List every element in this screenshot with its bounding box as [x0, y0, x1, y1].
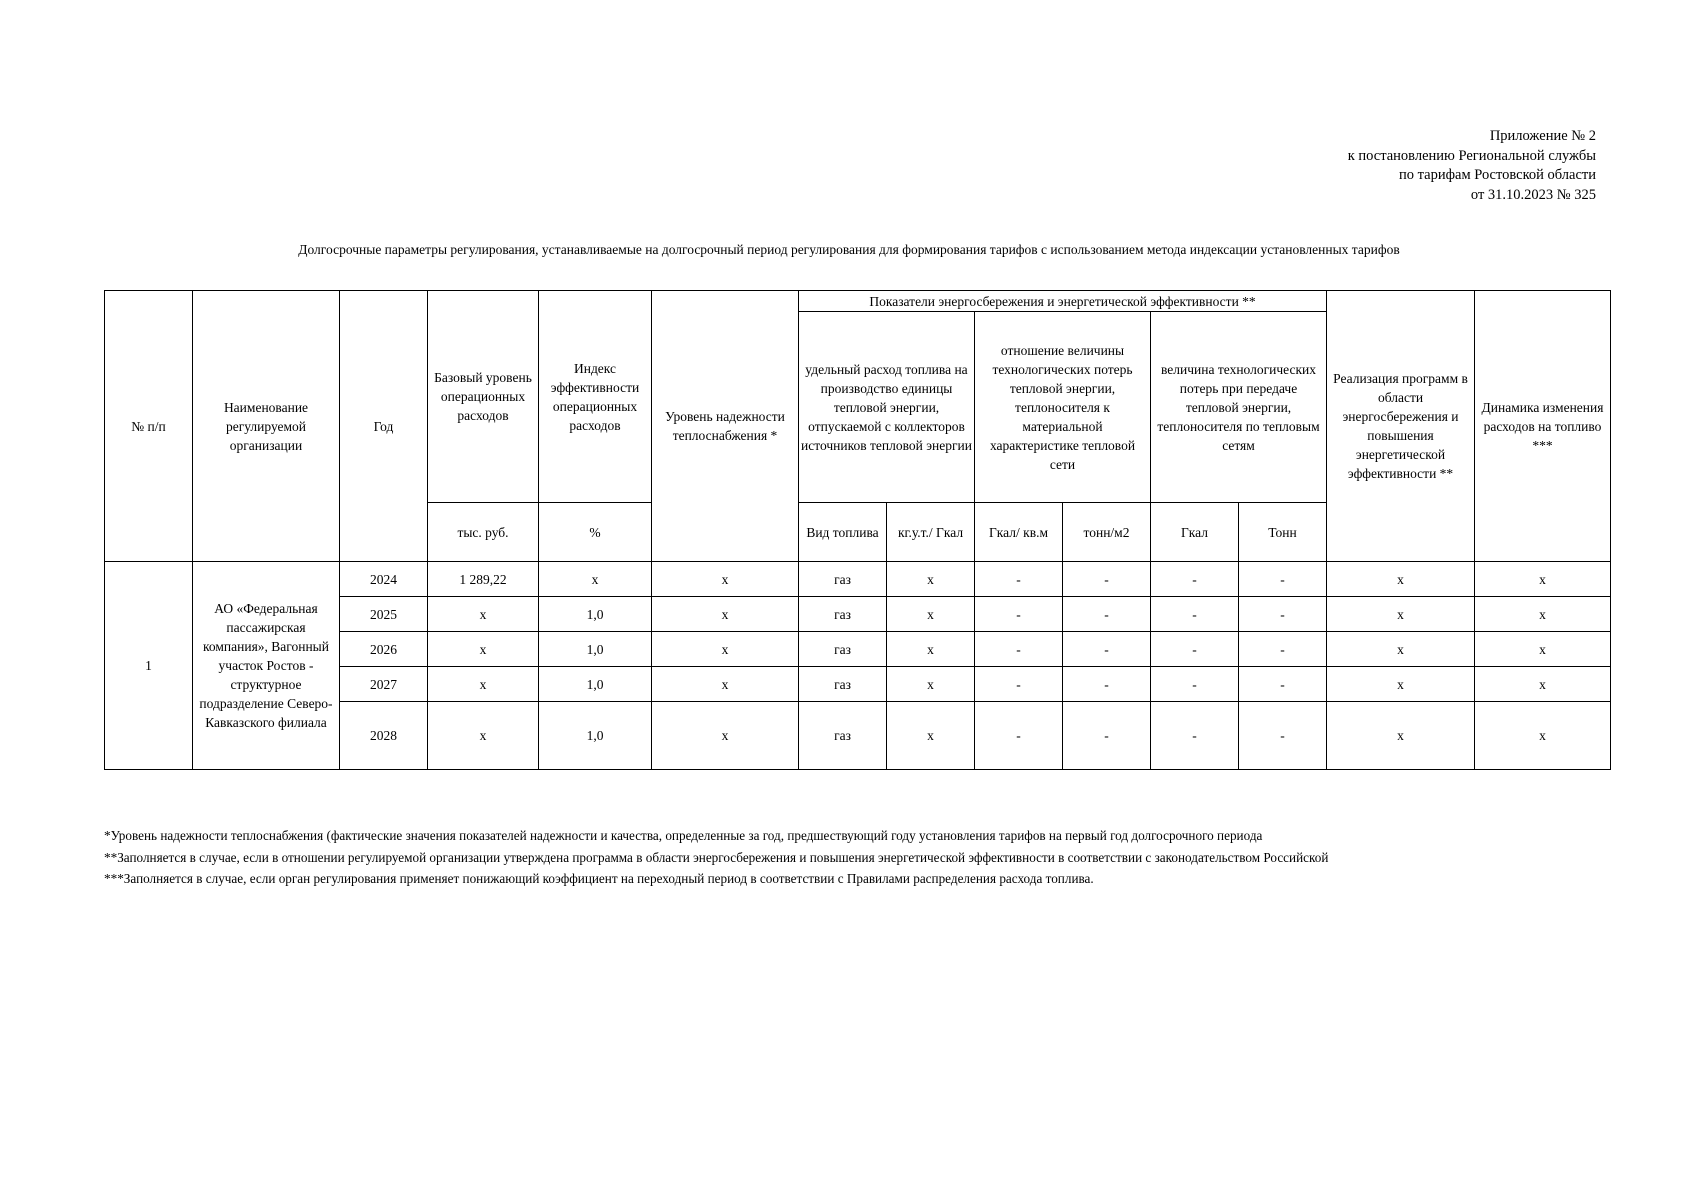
cell-loss-value-gcal: - [1151, 597, 1239, 632]
cell-fuel-rate: х [887, 667, 975, 702]
header-loss-ratio: отношение величины технологических потерь тепловой энергии, теплоносителя к материальной характеристике тепловой сети [975, 312, 1151, 503]
cell-organization: АО «Федеральная пассажирская компания», Вагонный участок Ростов - структурное подразделение Северо-Кавказского филиала [193, 562, 340, 770]
cell-reliability: х [652, 597, 799, 632]
cell-programs: х [1327, 632, 1475, 667]
cell-base-level: 1 289,22 [428, 562, 539, 597]
cell-reliability: х [652, 632, 799, 667]
header-loss-value: величина технологических потерь при передаче тепловой энергии, теплоносителя по тепловым сетям [1151, 312, 1327, 503]
cell-base-level: х [428, 597, 539, 632]
cell-year: 2024 [340, 562, 428, 597]
header-year: Год [340, 291, 428, 562]
cell-programs: х [1327, 702, 1475, 770]
cell-year: 2026 [340, 632, 428, 667]
appendix-line-4: от 31.10.2023 № 325 [1470, 186, 1596, 203]
cell-loss-ratio-ton: - [1063, 667, 1151, 702]
header-fuel-dynamics: Динамика изменения расходов на топливо *** [1475, 291, 1611, 562]
header-programs: Реализация программ в области энергосбережения и повышения энергетической эффективности ** [1327, 291, 1475, 562]
cell-loss-value-ton: - [1239, 597, 1327, 632]
cell-loss-value-ton: - [1239, 702, 1327, 770]
cell-fuel-dynamics: х [1475, 702, 1611, 770]
cell-loss-value-gcal: - [1151, 667, 1239, 702]
cell-programs: х [1327, 562, 1475, 597]
unit-loss-ratio-gcal: Гкал/ кв.м [975, 503, 1063, 562]
regulation-parameters-table [104, 290, 1611, 770]
header-base-level: Базовый уровень операционных расходов [428, 291, 539, 503]
cell-fuel-dynamics: х [1475, 632, 1611, 667]
unit-loss-ratio-ton: тонн/м2 [1063, 503, 1151, 562]
document-title: Долгосрочные параметры регулирования, устанавливаемые на долгосрочный период регулирования для формирования тарифов с использованием метода индексации установленных тарифов [298, 242, 1400, 257]
appendix-header [1348, 127, 1596, 205]
cell-efficiency-index: 1,0 [539, 702, 652, 770]
header-row-1 [105, 291, 1611, 312]
cell-num: 1 [105, 562, 193, 770]
cell-loss-ratio-ton: - [1063, 632, 1151, 667]
cell-fuel-dynamics: х [1475, 562, 1611, 597]
cell-fuel-dynamics: х [1475, 597, 1611, 632]
header-num: № п/п [105, 291, 193, 562]
cell-loss-ratio-gcal: - [975, 562, 1063, 597]
unit-fuel-type: Вид топлива [799, 503, 887, 562]
cell-efficiency-index: 1,0 [539, 597, 652, 632]
table-body [105, 291, 1611, 770]
header-org: Наименование регулируемой организации [193, 291, 340, 562]
cell-reliability: х [652, 562, 799, 597]
cell-base-level: х [428, 667, 539, 702]
cell-fuel-dynamics: х [1475, 667, 1611, 702]
cell-fuel-type: газ [799, 597, 887, 632]
cell-reliability: х [652, 702, 799, 770]
cell-fuel-rate: х [887, 562, 975, 597]
cell-loss-value-gcal: - [1151, 632, 1239, 667]
cell-fuel-rate: х [887, 597, 975, 632]
footnote-1: *Уровень надежности теплоснабжения (фактические значения показателей надежности и качества, определенные за год, предшествующий году установления тарифов на первый год долгосрочного периода [104, 828, 1263, 843]
cell-fuel-type: газ [799, 632, 887, 667]
cell-loss-ratio-ton: - [1063, 597, 1151, 632]
unit-fuel-rate: кг.у.т./ Гкал [887, 503, 975, 562]
cell-loss-ratio-ton: - [1063, 562, 1151, 597]
cell-year: 2028 [340, 702, 428, 770]
footnote-2: **Заполняется в случае, если в отношении регулируемой организации утверждена программа в области энергосбережения и повышения энергетической эффективности в соответствии с законодательством Российской [104, 849, 1329, 865]
cell-fuel-rate: х [887, 632, 975, 667]
cell-loss-ratio-ton: - [1063, 702, 1151, 770]
cell-loss-value-ton: - [1239, 667, 1327, 702]
cell-reliability: х [652, 667, 799, 702]
cell-fuel-rate: х [887, 702, 975, 770]
unit-loss-value-gcal: Гкал [1151, 503, 1239, 562]
header-fuel-rate: удельный расход топлива на производство единицы тепловой энергии, отпускаемой с коллекторов источников тепловой энергии [799, 312, 975, 503]
cell-year: 2027 [340, 667, 428, 702]
cell-programs: х [1327, 597, 1475, 632]
cell-year: 2025 [340, 597, 428, 632]
cell-base-level: х [428, 702, 539, 770]
cell-loss-value-ton: - [1239, 562, 1327, 597]
cell-loss-value-gcal: - [1151, 562, 1239, 597]
cell-base-level: х [428, 632, 539, 667]
cell-programs: х [1327, 667, 1475, 702]
cell-fuel-type: газ [799, 562, 887, 597]
header-reliability: Уровень надежности теплоснабжения * [652, 291, 799, 562]
cell-loss-ratio-gcal: - [975, 632, 1063, 667]
appendix-line-3: по тарифам Ростовской области [1399, 167, 1596, 183]
cell-loss-ratio-gcal: - [975, 702, 1063, 770]
header-energy-group: Показатели энергосбережения и энергетической эффективности ** [799, 291, 1327, 312]
cell-loss-ratio-gcal: - [975, 667, 1063, 702]
cell-loss-ratio-gcal: - [975, 597, 1063, 632]
appendix-line-2: к постановлению Региональной службы [1347, 147, 1596, 164]
header-efficiency-index: Индекс эффективности операционных расходов [539, 291, 652, 503]
unit-base: тыс. руб. [428, 503, 539, 562]
unit-index: % [539, 503, 652, 562]
cell-efficiency-index: х [539, 562, 652, 597]
cell-fuel-type: газ [799, 702, 887, 770]
cell-loss-value-gcal: - [1151, 702, 1239, 770]
table-row [105, 562, 1611, 597]
cell-fuel-type: газ [799, 667, 887, 702]
unit-loss-value-ton: Тонн [1239, 503, 1327, 562]
cell-efficiency-index: 1,0 [539, 667, 652, 702]
cell-efficiency-index: 1,0 [539, 632, 652, 667]
footnotes [104, 825, 1598, 890]
appendix-line-1: Приложение № 2 [1489, 128, 1596, 144]
footnote-3: ***Заполняется в случае, если орган регулирования применяет понижающий коэффициент на переходный период в соответствии с Правилами распределения расхода топлива. [104, 871, 1094, 886]
cell-loss-value-ton: - [1239, 632, 1327, 667]
